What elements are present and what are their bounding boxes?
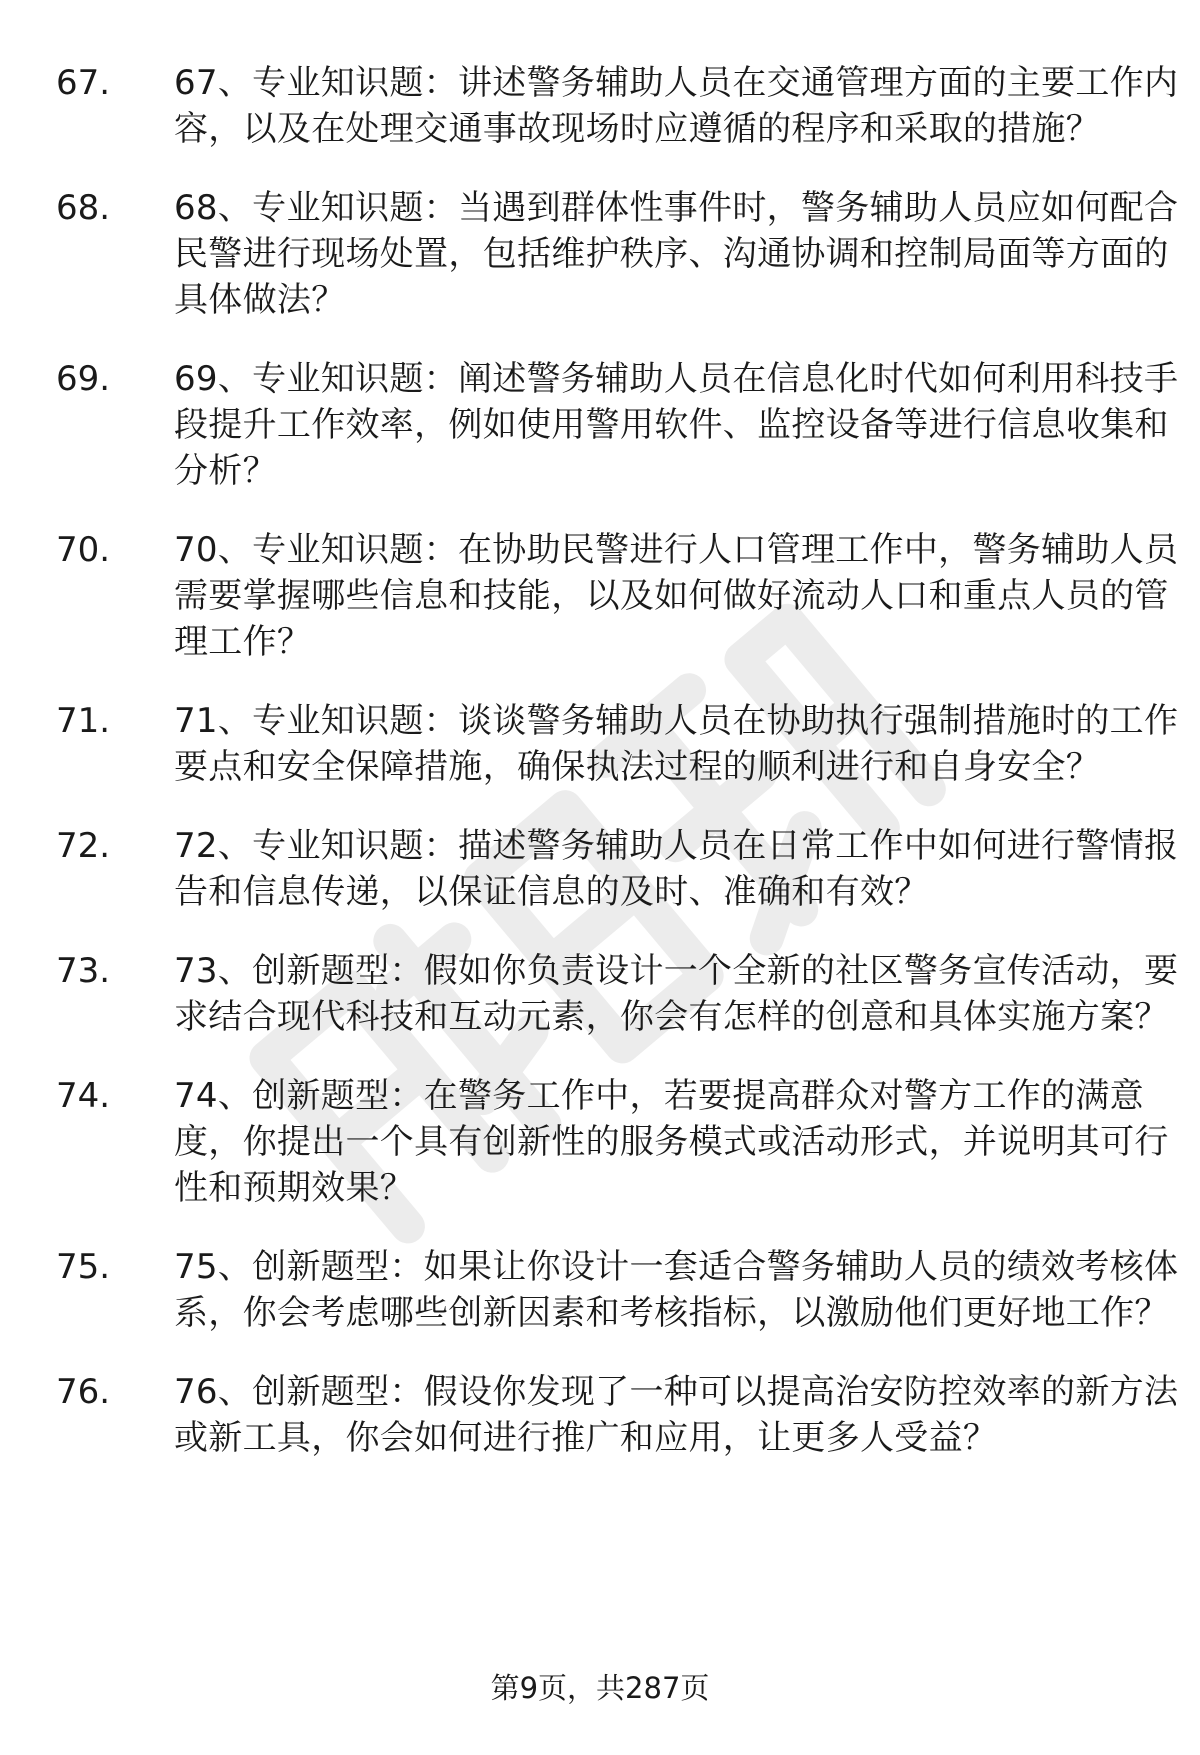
question-text: 76、创新题型：假设你发现了一种可以提高治安防控效率的新方法或新工具，你会如何进行推广和应用，让更多人受益？ [174,1372,1179,1458]
list-item [0,185,1200,323]
page-footer: 第9页，共287页 [490,1671,710,1705]
list-item [0,823,1200,915]
question-text: 70、专业知识题：在协助民警进行人口管理工作中，警务辅助人员需要掌握哪些信息和技能，以及如何做好流动人口和重点人员的管理工作？ [174,530,1179,662]
list-item [0,60,1200,152]
list-item [0,698,1200,790]
list-item [0,1244,1200,1336]
list-item [0,948,1200,1040]
question-number: 69. [56,359,111,399]
question-text: 74、创新题型：在警务工作中，若要提高群众对警方工作的满意度，你提出一个具有创新性的服务模式或活动形式，并说明其可行性和预期效果？ [174,1076,1169,1208]
question-number: 73. [56,951,111,991]
question-number: 68. [56,188,111,228]
question-text: 68、专业知识题：当遇到群体性事件时，警务辅助人员应如何配合民警进行现场处置，包括维护秩序、沟通协调和控制局面等方面的具体做法？ [174,188,1179,320]
list-item [0,1073,1200,1211]
list-item [0,527,1200,665]
question-number: 76. [56,1372,111,1412]
question-list [0,60,1200,1494]
list-item [0,356,1200,494]
question-text: 71、专业知识题：谈谈警务辅助人员在协助执行强制措施时的工作要点和安全保障措施，确保执法过程的顺利进行和自身安全？ [174,701,1179,787]
question-number: 74. [56,1076,111,1116]
question-text: 69、专业知识题：阐述警务辅助人员在信息化时代如何利用科技手段提升工作效率，例如使用警用软件、监控设备等进行信息收集和分析？ [174,359,1179,491]
list-item [0,1369,1200,1461]
question-number: 72. [56,826,111,866]
question-text: 67、专业知识题：讲述警务辅助人员在交通管理方面的主要工作内容，以及在处理交通事故现场时应遵循的程序和采取的措施？ [174,63,1179,149]
question-text: 72、专业知识题：描述警务辅助人员在日常工作中如何进行警情报告和信息传递，以保证信息的及时、准确和有效？ [174,826,1179,912]
question-number: 67. [56,63,111,103]
question-text: 75、创新题型：如果让你设计一套适合警务辅助人员的绩效考核体系，你会考虑哪些创新因素和考核指标，以激励他们更好地工作？ [174,1247,1179,1333]
question-number: 75. [56,1247,111,1287]
question-text: 73、创新题型：假如你负责设计一个全新的社区警务宣传活动，要求结合现代科技和互动元素，你会有怎样的创意和具体实施方案？ [174,951,1179,1037]
question-number: 70. [56,530,111,570]
question-number: 71. [56,701,111,741]
